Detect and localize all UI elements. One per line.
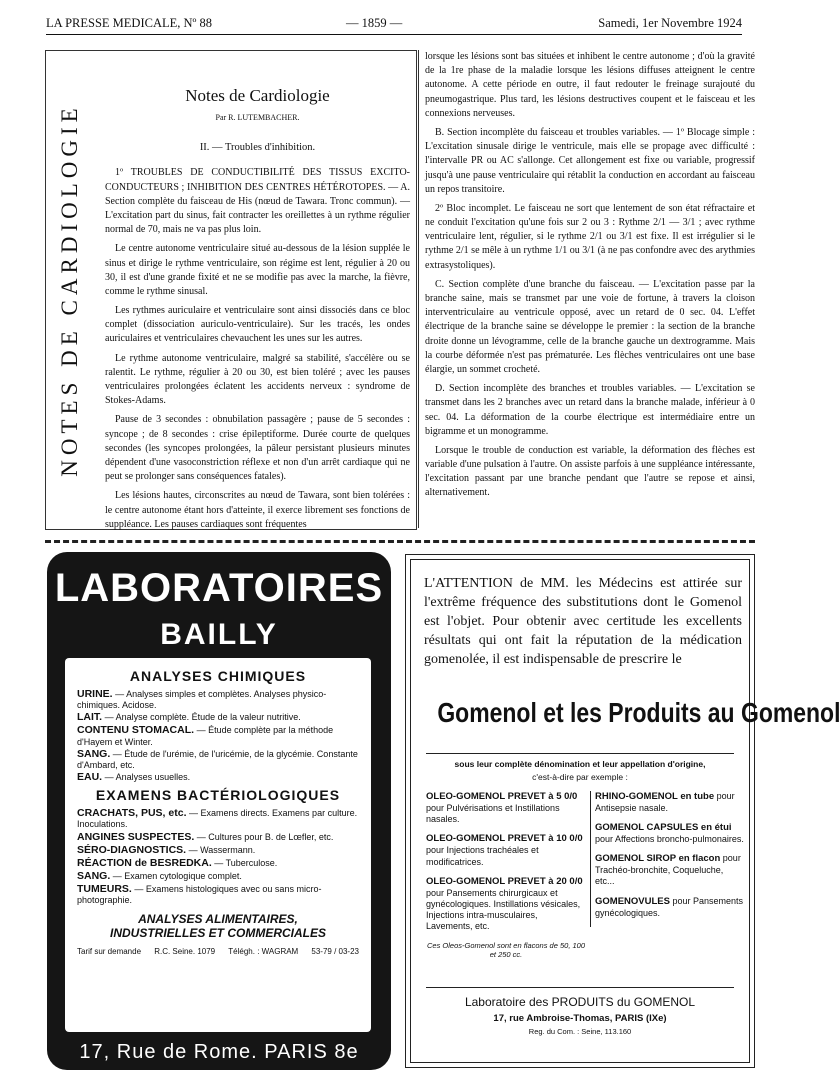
gomenol-intro: L'ATTENTION de MM. les Médecins est attirée sur l'extrême fréquence des substitutions dont le Gomenol est l'objet. Pour obtenir avec certitude les excellents résultats qui ont fait la réputation de la médication gomenolée, il est indispensable de prescrire le xyxy=(424,576,742,667)
list-item: RÉACTION de BESREDKA. — Tuberculose. xyxy=(77,856,278,869)
gomenol-right-list xyxy=(590,791,745,927)
list-item: URINE. — Analyses simples et complètes. Analyses physico-chimiques. Acidose. xyxy=(77,688,327,711)
paragraph: Le rythme autonome ventriculaire, malgré sa stabilité, s'accélère ou se ralentit. Le rythme, régulier à 20 ou 30, est bien toléré ; avec les pauses ventriculaires prolongées éclatent les accidents nerveux : syndrome de Stokes-Adams. xyxy=(105,352,410,407)
list-item: OLEO-GOMENOL PREVET à 10 0/0 pour Injections trachéales et modificatrices. xyxy=(426,833,583,867)
lab-registration: Reg. du Com. : Seine, 113.160 xyxy=(528,1027,632,1036)
tarif-text: Tarif sur demande xyxy=(77,947,142,956)
paragraph: Pause de 3 secondes : obnubilation passagère ; pause de 5 secondes : syncope ; de 8 secondes : crise épileptiforme. Durée courte de quelques secondes (les syncopes prolongées, la pâleur persistant plusieurs minutes dépendent d'une vasoconstriction réflexe et non d'un arrêt cardiaque qui ne peut se prolonger sans conséquences fatales). xyxy=(105,414,410,483)
telephone: Télégh. : WAGRAM xyxy=(228,947,299,956)
list-item: TUMEURS. — Examens histologiques avec ou sans micro-photographie. xyxy=(77,883,322,906)
list-item: SANG. — Examen cytologique complet. xyxy=(77,869,242,882)
sidebar-label: NOTES DE CARDIOLOGIE xyxy=(57,103,82,477)
rule xyxy=(426,987,734,988)
paragraph: 1º TROUBLES DE CONDUCTIBILITÉ DES TISSUS EXCITO-CONDUCTEURS ; INHIBITION DES CENTRES HÉTÉROTOPES. — A. Section complète du faisceau de His (nœud de Tawara. Tronc commun). —L'excitation part du sinus, fait contracter les oreillettes à un rythme régulier normal de 70, mais ne va pas plus loin. xyxy=(105,167,410,236)
dashed-divider xyxy=(45,540,755,543)
paragraph: B. Section incomplète du faisceau et troubles variables. — 1º Blocage simple : L'excitation sinusale dirige le ventricule, mais elle se propage avec difficulté : l'intervalle PR ou AC s'allonge. Cet allongement est fixe ou variable, progressif jusqu'à une pause ventriculaire qui rétablit la conduction en accordant au faisceau un repos transitoire. xyxy=(425,126,755,195)
bailly-subtitle: BAILLY xyxy=(160,618,278,651)
list-item: GOMENOL SIROP en flacon pour Trachéo-bronchite, Coqueluche, etc... xyxy=(595,853,741,887)
list-item: CRACHATS, PUS, etc. — Examens directs. Examens par culture. Inoculations. xyxy=(77,807,358,830)
list-item: EAU. — Analyses usuelles. xyxy=(77,771,191,784)
chem-heading: ANALYSES CHIMIQUES xyxy=(129,668,307,684)
section-sidebar xyxy=(55,60,85,520)
gomenol-left-list xyxy=(426,791,586,959)
bailly-title: LABORATOIRES xyxy=(54,566,384,610)
list-item: SÉRO-DIAGNOSTICS. — Wassermann. xyxy=(77,843,256,856)
gomenol-headline: Gomenol et les Produits au Gomenol xyxy=(437,697,840,728)
article-title: Notes de Cardiologie xyxy=(185,86,330,105)
page-header xyxy=(46,14,742,35)
paragraph: Le centre autonome ventriculaire situé au-dessous de la lésion supplée le sinus et dirige le rythme ventriculaire, son régime est lent, régulier à 20 ou 30, il est d'une grande fixité et ne se modifie pas avec la marche, la fièvre, comme le rythme sinusal. xyxy=(105,243,410,297)
list-item: GOMENOL CAPSULES en étui pour Affections broncho-pulmonaires. xyxy=(595,822,744,844)
list-item: RHINO-GOMENOL en tube pour Antisepsie nasale. xyxy=(595,791,735,813)
food-analysis-line2: INDUSTRIELLES ET COMMERCIALES xyxy=(109,926,326,941)
section-heading: II. — Troubles d'inhibition. xyxy=(199,142,316,154)
paragraph: Lorsque le trouble de conduction est variable, la déformation des flèches est variable d'une pulsation à l'autre. On assiste parfois à une suppléance intéressante, l'excitation passant par une branche pendant que l'autre se repose et ainsi, alternativement. xyxy=(425,444,755,499)
bailly-address: 17, Rue de Rome. PARIS 8e xyxy=(79,1041,359,1063)
list-item: SANG. — Étude de l'urémie, de l'uricémie, de la glycémie. Constante d'Ambard, etc. xyxy=(77,747,358,770)
article-byline: Par R. LUTEMBACHER. xyxy=(215,113,300,123)
lab-address: 17, rue Ambroise-Thomas, PARIS (IXe) xyxy=(493,1013,667,1024)
gomenol-subtitle2: c'est-à-dire par exemple : xyxy=(532,772,628,782)
journal-name: LA PRESSE MEDICALE, Nº 88 xyxy=(46,16,213,30)
list-item: OLEO-GOMENOL PREVET à 20 0/0 pour Pansements chirurgicaux et gynécologiques. Instillations vésicales, Injections intra-musculaires, Lavements, etc. xyxy=(426,875,583,932)
list-item: OLEO-GOMENOL PREVET à 5 0/0 pour Pulvérisations et Instillations nasales. xyxy=(426,791,578,825)
gomenol-lab-block xyxy=(406,995,754,1036)
telephone-numbers: 53-79 / 03-23 xyxy=(311,947,359,956)
paragraph: 2º Bloc incomplet. Le faisceau ne sort que lentement de son état réfractaire et ne conduit l'excitation qu'une fois sur 2 ou 3 : Rythme 2/1 — 3/1 ; avec rythme ventriculaire lent, régulier, si le rythme 2/1 ou 3/1 est fixe. Il est irrégulier si le rythme 2/1 se mêle à un rythme 1/1 ou 3/1 (à ne pas confondre avec des arythmies extrasystoliques). xyxy=(425,202,755,271)
list-item: LAIT. — Analyse complète. Étude de la valeur nutritive. xyxy=(77,711,301,724)
issue-date: Samedi, 1er Novembre 1924 xyxy=(598,16,742,30)
registration: R.C. Seine. 1079 xyxy=(154,947,216,956)
list-item: ANGINES SUSPECTES. — Cultures pour B. de Lœfler, etc. xyxy=(77,830,334,843)
gomenol-note: Ces Oleos-Gomenol sont en flacons de 50, 100 et 250 cc. xyxy=(426,940,585,959)
food-analysis-line1: ANALYSES ALIMENTAIRES, xyxy=(138,912,298,927)
bailly-advertisement xyxy=(47,552,391,1070)
article-left-column xyxy=(105,54,410,537)
gomenol-advertisement xyxy=(405,554,840,1068)
list-item: GOMENOVULES pour Pansements gynécologiques. xyxy=(595,895,744,918)
paragraph: C. Section complète d'une branche du faisceau. — L'excitation passe par la branche saine, mais se transmet par une voie de fortune, à travers la cloison interventriculaire au ventricule opposé, avec un retard de 0 sec. 04. L'effet électrique de la branche saine se développe le premier : la section de la branche droite donne un lévogramme, celle de la branche gauche un dextrogramme. Mais la courbe déformée n'est pas prématurée. Les flèches ventriculaires ont une base élargie, un sommet crocheté. xyxy=(425,278,755,375)
list-item: CONTENU STOMACAL. — Étude complète par la méthode d'Hayem et Winter. xyxy=(77,724,334,747)
page-number: — 1859 — xyxy=(346,16,403,30)
gomenol-subtitle: sous leur complète dénomination et leur appellation d'origine, xyxy=(454,759,706,769)
lab-name: Laboratoire des PRODUITS du GOMENOL xyxy=(464,995,696,1009)
paragraph: Les lésions hautes, circonscrites au nœud de Tawara, sont bien tolérées : le centre autonome étant hors d'atteinte, il exerce librement ses fonctions de suppléance. Les pauses cardiaques sont fréquentes xyxy=(105,490,410,530)
column-divider xyxy=(418,50,419,528)
paragraph: Les rythmes auriculaire et ventriculaire sont ainsi dissociés dans ce bloc complet (dissociation auriculo-ventriculaire). Sur les tracés, les ondes auriculaires et ventriculaires chevauchent les unes sur les autres. xyxy=(105,305,410,345)
paragraph: lorsque les lésions sont bas situées et inhibent le centre autonome ; d'où la gravité de la 1re phase de la maladie lorsque les lésions diffuses atteignent le centre autonome. A cette période en outre, il faut redouter le freinage surajouté du pneumogastrique. Plus tard, les lésions destructives coupent et le faisceau et les connexions nerveuses. xyxy=(425,51,755,119)
article-right-column xyxy=(425,50,755,506)
bacterio-heading: EXAMENS BACTÉRIOLOGIQUES xyxy=(95,787,341,804)
bailly-services-panel xyxy=(65,658,371,1032)
paragraph: D. Section incomplète des branches et troubles variables. — L'excitation se transmet dans les 2 branches avec un retard dans la branche malade, inférieur à 0 sec. 04. La déformation de la courbe électrique est intermédiaire entre un bigramme et un monogramme. xyxy=(425,383,755,437)
tarif-row xyxy=(77,947,359,956)
rule xyxy=(426,753,734,754)
